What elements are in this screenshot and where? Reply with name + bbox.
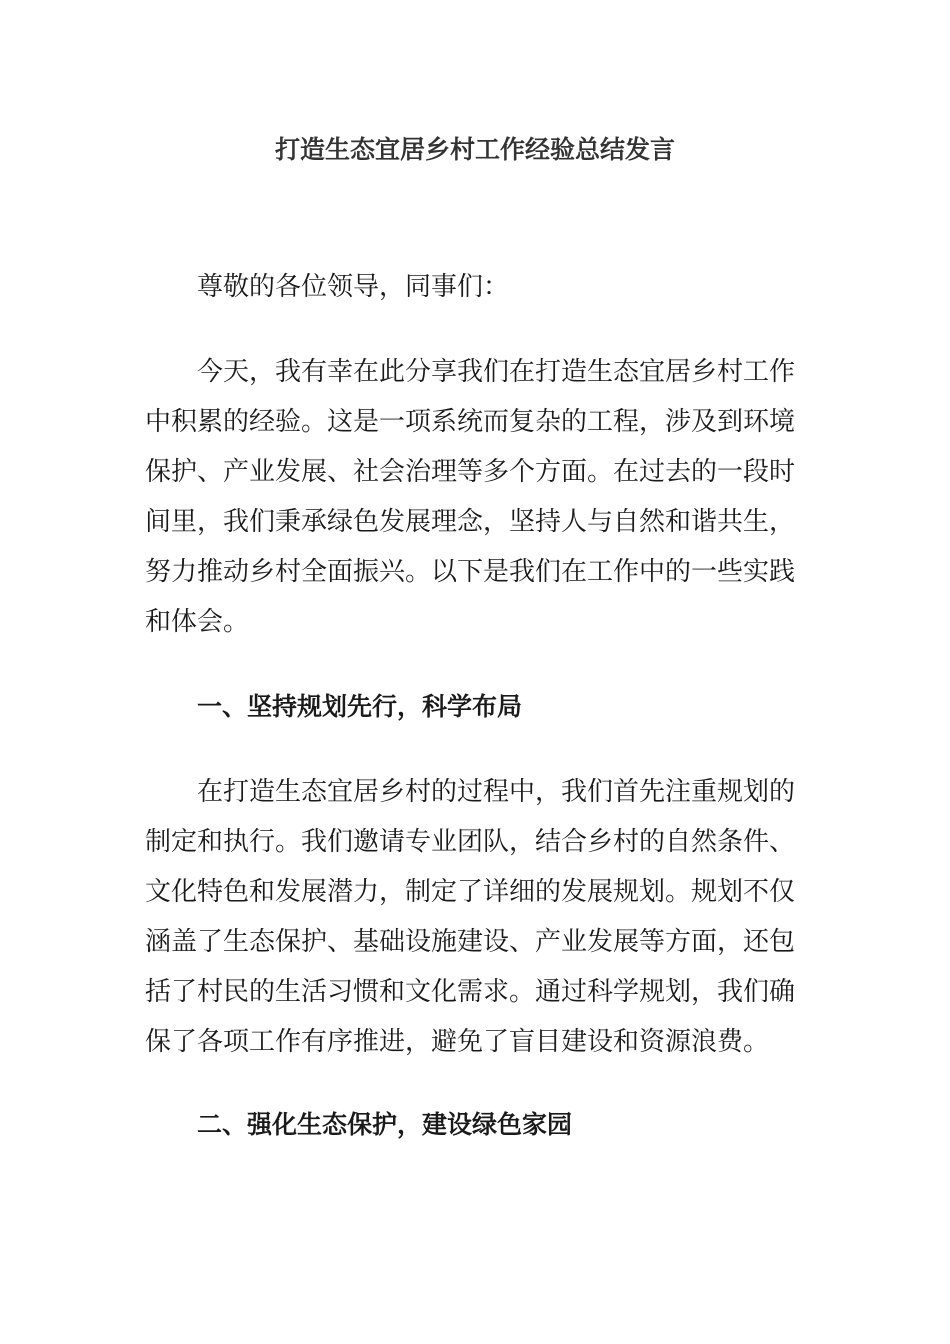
paragraph-planning: 在打造生态宜居乡村的过程中，我们首先注重规划的制定和执行。我们邀请专业团队，结合乡村的自然条件、文化特色和发展潜力，制定了详细的发展规划。规划不仅涵盖了生态保护、基础设施建设、产业发展等方面，还包括了村民的生活习惯和文化需求。通过科学规划，我们确保了各项工作有序推进，避免了盲目建设和资源浪费。 — [145, 777, 796, 1057]
document-title: 打造生态宜居乡村工作经验总结发言 — [274, 135, 675, 164]
section-heading-2: 二、强化生态保护，建设绿色家园 — [197, 1110, 573, 1139]
paragraph-intro: 今天，我有幸在此分享我们在打造生态宜居乡村工作中积累的经验。这是一项系统而复杂的工程，涉及到环境保护、产业发展、社会治理等多个方面。在过去的一段时间里，我们秉承绿色发展理念，坚持人与自然和谐共生，努力推动乡村全面振兴。以下是我们在工作中的一些实践和体会。 — [145, 357, 796, 637]
section-heading-1: 一、坚持规划先行，科学布局 — [197, 692, 523, 721]
greeting: 尊敬的各位领导，同事们： — [197, 272, 510, 302]
